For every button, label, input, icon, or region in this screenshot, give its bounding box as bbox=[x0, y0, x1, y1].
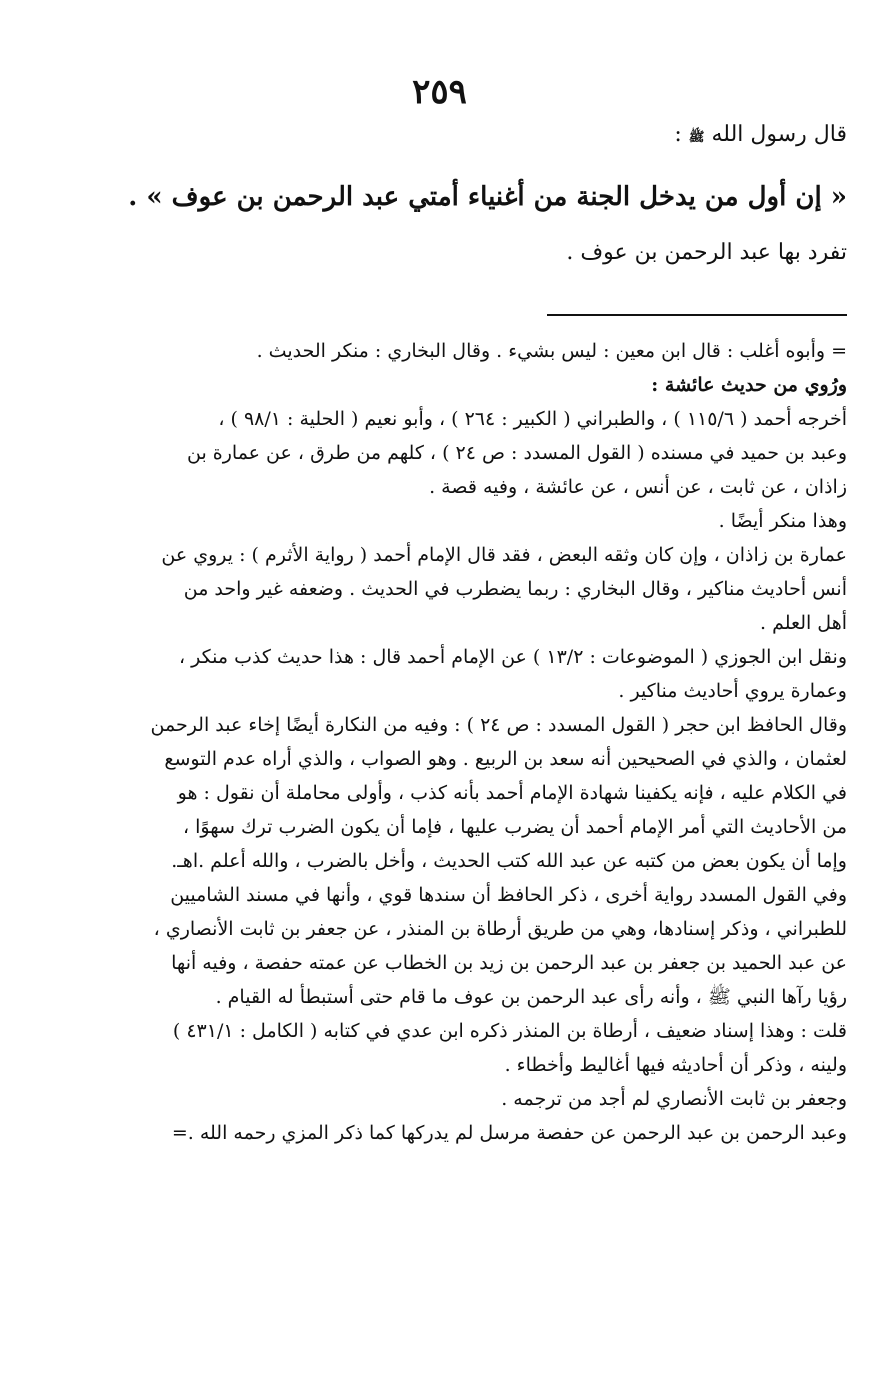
footnote-line: وهذا منكر أيضًا . bbox=[718, 510, 847, 532]
footnote-line: أنس أحاديث مناكير ، وقال البخاري : ربما يضطرب في الحديث . وضعفه غير واحد من bbox=[183, 578, 847, 600]
footnote-line: وعمارة يروي أحاديث مناكير . bbox=[618, 680, 847, 702]
footnote-line: عمارة بن زاذان ، وإن كان وثقه البعض ، فقد قال الإمام أحمد ( رواية الأثرم ) : يروي عن bbox=[161, 544, 847, 566]
salawat-symbol: ﷺ bbox=[688, 130, 705, 145]
footnote-line: ولينه ، وذكر أن أحاديثه فيها أغاليط وأخطاء . bbox=[504, 1054, 847, 1076]
hadith-text: « إن أول من يدخل الجنة من أغنياء أمتي عبد الرحمن بن عوف » . bbox=[128, 182, 847, 212]
intro-text: قال رسول الله bbox=[711, 122, 847, 147]
footnote-line: في الكلام عليه ، فإنه يكفينا شهادة الإمام أحمد بأنه كذب ، وأولى محاملة أن نقول : هو bbox=[177, 782, 847, 804]
footnote-line: أهل العلم . bbox=[760, 612, 847, 634]
footnote-divider bbox=[547, 314, 847, 316]
footnote-line: = وأبوه أغلب : قال ابن معين : ليس بشيء . وقال البخاري : منكر الحديث . bbox=[256, 340, 847, 362]
footnote-line: زاذان ، عن ثابت ، عن أنس ، عن عائشة ، وفيه قصة . bbox=[429, 476, 847, 498]
footnote-line: لعثمان ، والذي في الصحيحين أنه سعد بن الربيع . وهو الصواب ، والذي أراه عدم التوسع bbox=[164, 748, 847, 770]
footnote-line: وعبد بن حميد في مسنده ( القول المسدد : ص ٢٤ ) ، كلهم من طرق ، عن عمارة بن bbox=[186, 442, 847, 464]
footnote-line: من الأحاديث التي أمر الإمام أحمد أن يضرب عليها ، فإما أن يكون الضرب ترك سهوًا ، bbox=[182, 816, 847, 838]
narration-note: تفرد بها عبد الرحمن بن عوف . bbox=[566, 240, 847, 265]
footnote-line: ونقل ابن الجوزي ( الموضوعات : ١٣/٢ ) عن الإمام أحمد قال : هذا حديث كذب منكر ، bbox=[178, 646, 847, 668]
footnote-line: عن عبد الحميد بن جعفر بن عبد الرحمن بن زيد بن الخطاب عن عمته حفصة ، وفيه أنها bbox=[171, 952, 847, 974]
footnote-line: وفي القول المسدد رواية أخرى ، ذكر الحافظ أن سندها قوي ، وأنها في مسند الشاميين bbox=[170, 884, 847, 906]
footnote-line: وعبد الرحمن بن عبد الرحمن عن حفصة مرسل لم يدركها كما ذكر المزي رحمه الله .= bbox=[171, 1122, 847, 1144]
footnote-line: للطبراني ، وذكر إسنادها، وهي من طريق أرطاة بن المنذر ، عن جعفر بن ثابت الأنصاري ، bbox=[153, 918, 847, 940]
footnote-line: رؤيا رآها النبي ﷺ ، وأنه رأى عبد الرحمن بن عوف ما قام حتى أستبطأ له القيام . bbox=[215, 986, 847, 1008]
page-number: ٢٥٩ bbox=[412, 72, 467, 112]
footnote-line: وقال الحافظ ابن حجر ( القول المسدد : ص ٢٤ ) : وفيه من النكارة أيضًا إخاء عبد الرحمن bbox=[150, 714, 847, 736]
footnote-line: قلت : وهذا إسناد ضعيف ، أرطاة بن المنذر ذكره ابن عدي في كتابه ( الكامل : ٤٣١/١ ) bbox=[172, 1020, 847, 1042]
intro-colon: : bbox=[674, 122, 689, 147]
hadith-intro bbox=[32, 118, 847, 155]
footnote-line: وجعفر بن ثابت الأنصاري لم أجد من ترجمه . bbox=[501, 1088, 847, 1110]
footnote-line: وإما أن يكون بعض من كتبه عن عبد الله كتب الحديث ، وأخل بالضرب ، والله أعلم .اهـ. bbox=[171, 850, 847, 872]
footnote-heading: ورُوي من حديث عائشة : bbox=[651, 374, 847, 396]
footnote-line: أخرجه أحمد ( ١١٥/٦ ) ، والطبراني ( الكبير : ٢٦٤ ) ، وأبو نعيم ( الحلية : ٩٨/١ ) ، bbox=[218, 408, 847, 430]
